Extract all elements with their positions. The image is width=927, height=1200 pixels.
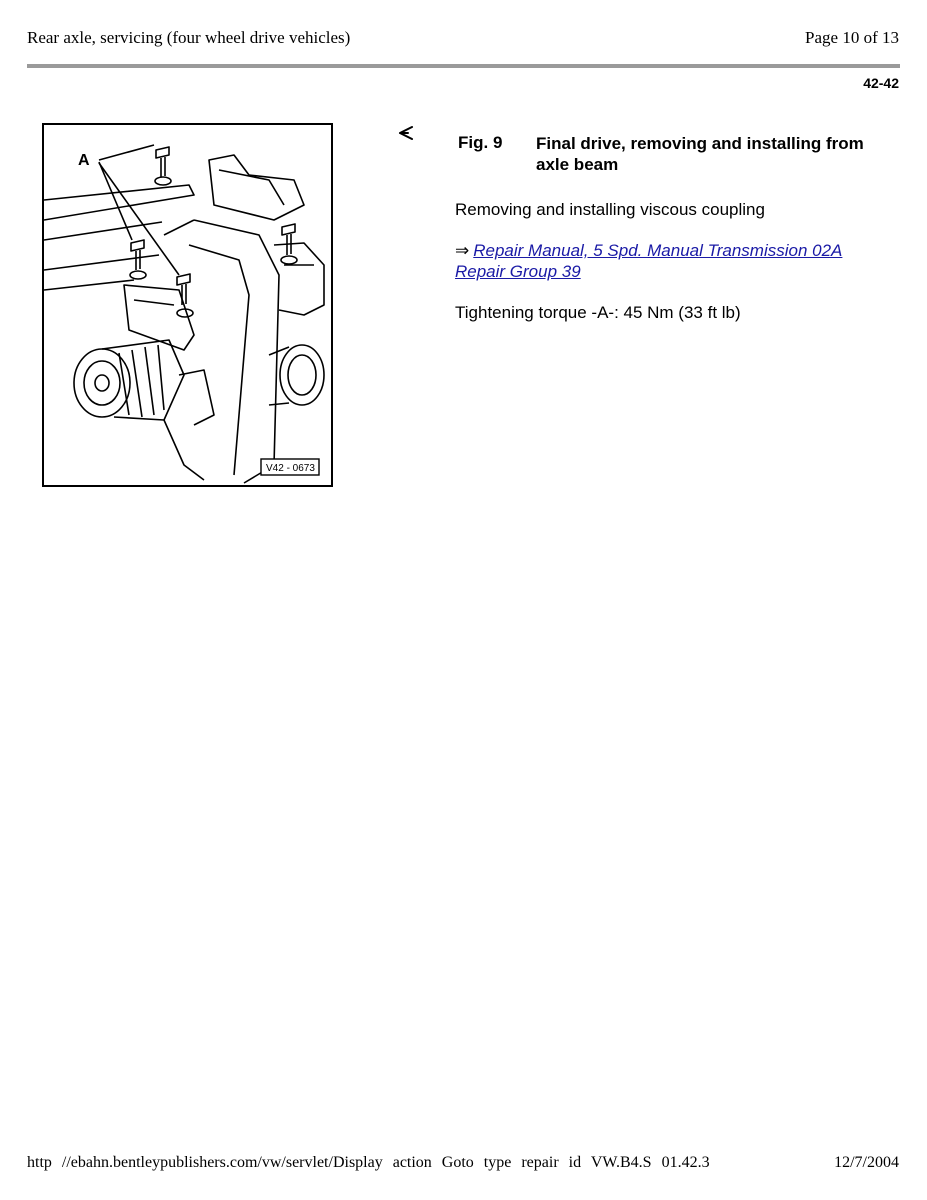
header-divider (27, 64, 900, 68)
footer-date: 12/7/2004 (834, 1154, 899, 1171)
section-code: 42-42 (863, 75, 899, 91)
figure-number: Fig. 9 (458, 133, 503, 152)
step-text: Removing and installing viscous coupling (455, 200, 765, 219)
torque-spec: Tightening torque -A-: 45 Nm (33 ft lb) (455, 303, 741, 322)
document-title: Rear axle, servicing (four wheel drive vehicles) (27, 28, 351, 47)
figure-title: Final drive, removing and installing from axle beam (536, 134, 864, 174)
image-code: V42 - 0673 (266, 463, 315, 474)
reference-arrow-icon: ⇒ (455, 241, 470, 260)
figure-illustration (42, 123, 333, 487)
repair-manual-link[interactable]: Repair Manual, 5 Spd. Manual Transmission 02A Repair Group 39 (455, 241, 843, 281)
footer-url: http //ebahn.bentleypublishers.com/vw/servlet/Display action Goto type repair id VW.B4.S 01.42.3 (27, 1154, 710, 1171)
callout-label: A (78, 152, 90, 169)
page-indicator: Page 10 of 13 (805, 28, 899, 47)
reference-paragraph (455, 240, 885, 282)
pointer-arrow-icon (398, 124, 416, 142)
axle-drawing (44, 125, 331, 485)
